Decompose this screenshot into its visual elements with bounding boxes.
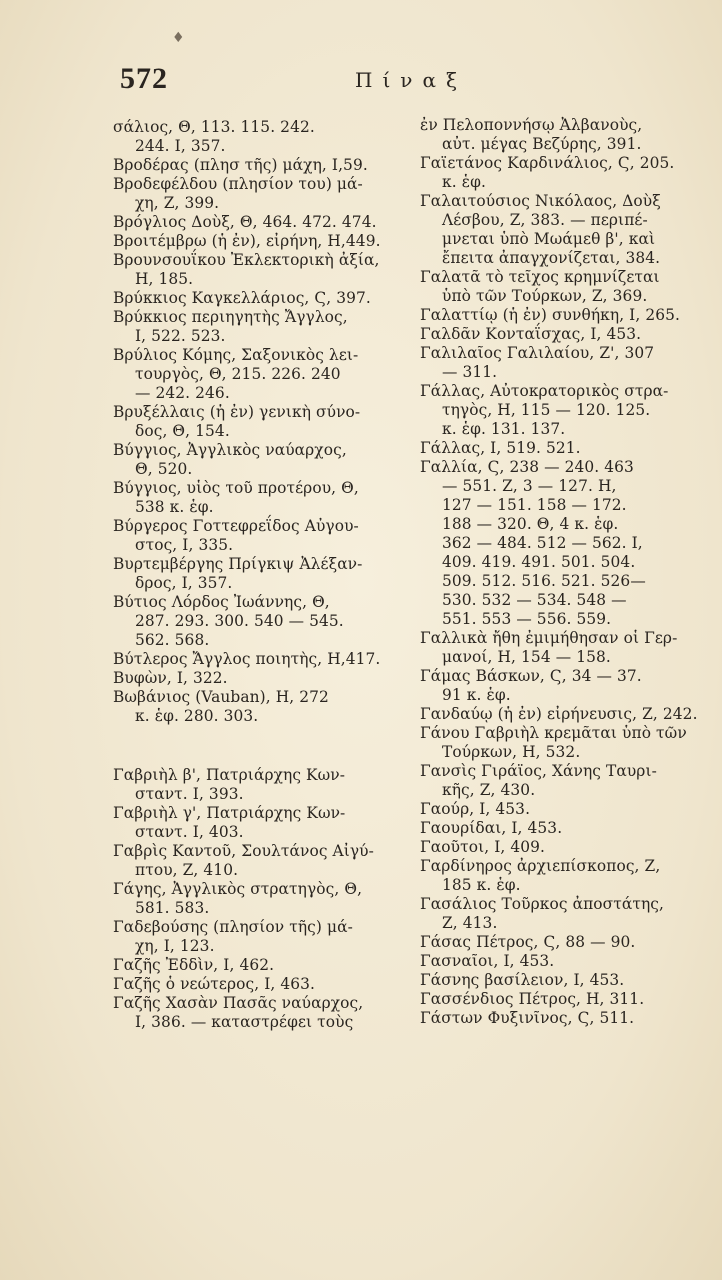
index-entry: σάλιος, Θ, 113. 115. 242. 244. Ι, 357. (113, 118, 315, 155)
index-entry: Γαζῆς Ἐδδὶν, Ι, 462. (113, 956, 275, 974)
index-entry: Γαβρὶς Καντοῦ, Σουλτάνος Αἰγύ- πτου, Ζ, 410. (113, 842, 374, 879)
index-entry: ἐν Πελοποννήσῳ Ἀλβανοὺς, αὐτ. μέγας Βεζύρης, 391. (420, 116, 643, 153)
index-entry: Γαουρίδαι, Ι, 453. (420, 819, 563, 837)
index-entry: Γαρδίνηρος ἀρχιεπίσκοπος, Ζ, 185 κ. ἑφ. (420, 857, 661, 894)
index-entry: Γαούρ, Ι, 453. (420, 800, 531, 818)
index-entry: Γαλιλαῖος Γαλιλαίου, Ζ', 307 — 311. (420, 344, 655, 381)
index-entry: Γανσὶς Γιράϊος, Χάνης Ταυρι- κῆς, Ζ, 430. (420, 762, 657, 799)
index-entry: Γάλλας, Ι, 519. 521. (420, 439, 581, 457)
running-head: Πίναξ (355, 68, 467, 92)
index-entry: Γαλαττίῳ (ἡ ἐν) συνθήκη, Ι, 265. (420, 306, 681, 324)
index-entry: Γαοῦτοι, Ι, 409. (420, 838, 546, 856)
index-entry: Βύτλερος Ἄγγλος ποιητὴς, Η,417. (113, 650, 381, 668)
index-entry: Βύτιος Λόρδος Ἰωάννης, Θ, 287. 293. 300. 540 — 545. 562. 568. (113, 593, 344, 649)
index-entry: Γάγης, Ἀγγλικὸς στρατηγὸς, Θ, 581. 583. (113, 880, 363, 917)
index-entry: Βύγγιος, υἱὸς τοῦ προτέρου, Θ, 538 κ. ἑφ. (113, 479, 359, 516)
index-entry: Γάμας Βάσκων, Ϛ, 34 — 37. 91 κ. ἑφ. (420, 667, 642, 704)
index-entry: Γαδεβούσης (πλησίον τῆς) μά- χη, Ι, 123. (113, 918, 353, 955)
index-entry: Βρυξέλλαις (ἡ ἐν) γενικὴ σύνο- δος, Θ, 154. (113, 403, 361, 440)
index-entry: Βρύκκιος Καγκελλάριος, Ϛ, 397. (113, 289, 371, 307)
index-column-left (113, 118, 398, 1032)
index-entry: Βρόγλιος Δοὺξ, Θ, 464. 472. 474. (113, 213, 377, 231)
index-entry: Γαλδᾶν Κονταΐσχας, Ι, 453. (420, 325, 642, 343)
index-entry: Βυρτεμβέργης Πρίγκιψ Ἀλέξαν- δρος, Ι, 357. (113, 555, 363, 592)
ornament-mark: ♦ (172, 30, 185, 46)
index-entry: Γάσας Πέτρος, Ϛ, 88 — 90. (420, 933, 636, 951)
index-entry: Βωβάνιος (Vauban), Η, 272 κ. ἑφ. 280. 303. (113, 688, 329, 725)
index-column-right (420, 116, 705, 1028)
index-entry: Γαζῆς Χασὰν Πασᾶς ναύαρχος, Ι, 386. — καταστρέφει τοὺς (113, 994, 364, 1031)
index-entry: Γασσένδιος Πέτρος, Η, 311. (420, 990, 645, 1008)
index-entry: Γαζῆς ὁ νεώτερος, Ι, 463. (113, 975, 316, 993)
index-entry: Βροιτέμβρω (ἡ ἐν), εἰρήνη, Η,449. (113, 232, 381, 250)
section-break (113, 726, 398, 766)
index-entry: Γαβριὴλ γ', Πατριάρχης Κων- σταντ. Ι, 403. (113, 804, 346, 841)
index-entry: Γαϊετάνος Καρδινάλιος, Ϛ, 205. κ. ἑφ. (420, 154, 675, 191)
index-entry: Γανδαύῳ (ἡ ἐν) εἰρήνευσις, Ζ, 242. (420, 705, 698, 723)
index-entry: Γάλλας, Αὐτοκρατορικὸς στρα- τηγὸς, Η, 115 — 120. 125. κ. ἑφ. 131. 137. (420, 382, 669, 438)
index-entry: Γασάλιος Τοῦρκος ἀποστάτης, Ζ, 413. (420, 895, 665, 932)
index-entry: Γαλλικὰ ἤθη ἐμιμήθησαν οἱ Γερ- μανοί, Η, 154 — 158. (420, 629, 678, 666)
index-entry: Γαλαιτούσιος Νικόλαος, Δοὺξ Λέσβου, Ζ, 383. — περιπέ- μνεται ὑπὸ Μωάμεθ β', καὶ ἔπειτα ἀπαγχονίζεται, 384. (420, 192, 661, 267)
index-entry: Γάστων Φυξινῖνος, Ϛ, 511. (420, 1009, 635, 1027)
index-entry: Γασναῖοι, Ι, 453. (420, 952, 555, 970)
index-entry: Γαλλία, Ϛ, 238 — 240. 463 — 551. Ζ, 3 — 127. Η, 127 — 151. 158 — 172. 188 — 320. Θ, 4 κ. ἑφ. 362 — 484. 512 — 562. Ι, 409. 419. 491. 501. 504. 509. 512. 516. 521. 526— 530. 532 — 534. 548 — 551. 553 — 556. 559. (420, 458, 646, 628)
index-entry: Βύργερος Γοττεφρεΐδος Αὐγου- στος, Ι, 335. (113, 517, 359, 554)
index-entry: Βροδέρας (πλησ τῆς) μάχη, Ι,59. (113, 156, 368, 174)
index-entry: Γάσνης βασίλειον, Ι, 453. (420, 971, 625, 989)
index-entry: Βρύλιος Κόμης, Σαξονικὸς λει- τουργὸς, Θ, 215. 226. 240 — 242. 246. (113, 346, 359, 402)
index-entry: Βρύκκιος περιηγητὴς Ἄγγλος, Ι, 522. 523. (113, 308, 348, 345)
index-entry: Γαβριὴλ β', Πατριάρχης Κων- σταντ. Ι, 393. (113, 766, 346, 803)
index-entry: Βρουνσουΐκου Ἐκλεκτορικὴ ἀξία, Η, 185. (113, 251, 380, 288)
index-entry: Βροδεφέλδου (πλησίον του) μά- χη, Ζ, 399. (113, 175, 363, 212)
page-number: 572 (120, 62, 168, 95)
index-entry: Βυφὼν, Ι, 322. (113, 669, 228, 687)
index-entry: Γαλατᾶ τὸ τεῖχος κρημνίζεται ὑπὸ τῶν Τούρκων, Ζ, 369. (420, 268, 660, 305)
index-entry: Βύγγιος, Ἀγγλικὸς ναύαρχος, Θ, 520. (113, 441, 347, 478)
index-entry: Γάνου Γαβριὴλ κρεμᾶται ὑπὸ τῶν Τούρκων, Η, 532. (420, 724, 687, 761)
